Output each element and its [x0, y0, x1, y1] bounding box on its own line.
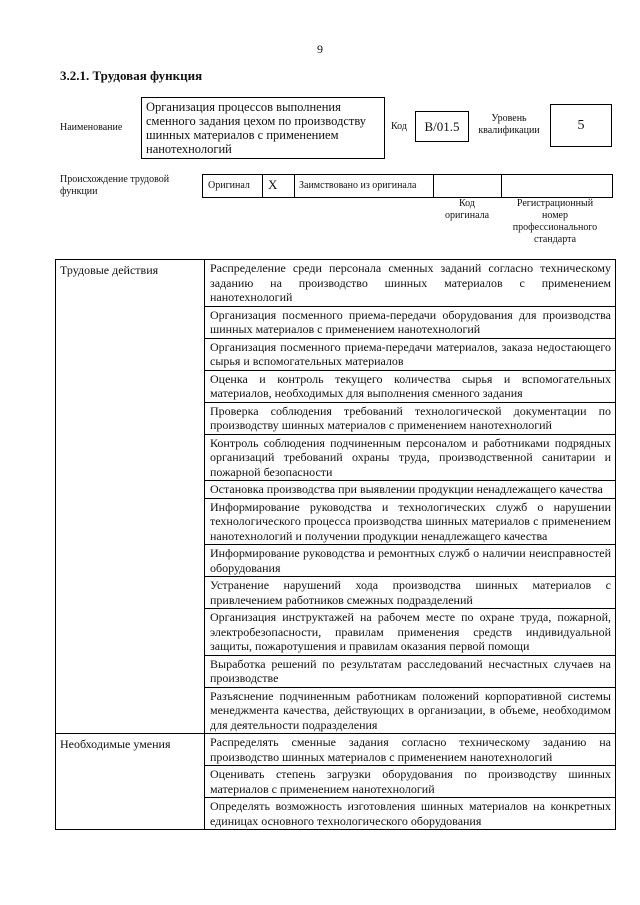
table-cell: Распределять сменные задания согласно техническому заданию на производство шинных материалов с применением нанотехнологий	[205, 734, 616, 766]
level-label: Уровень квалификации	[478, 113, 540, 136]
function-name-box	[141, 97, 385, 159]
origin-divider	[433, 174, 434, 198]
table-row	[56, 260, 616, 307]
section-title: 3.2.1. Трудовая функция	[60, 68, 203, 83]
table-cell: Организация инструктажей на рабочем месте по охране труда, пожарной, электробезопасности, правилам применения средств индивидуальной защиты, пожаротушения и правилам оказания первой помощи	[205, 609, 616, 656]
original-mark: X	[268, 177, 278, 192]
origin-divider	[202, 174, 203, 198]
page-number: 9	[317, 42, 323, 56]
table-cell: Выработка решений по результатам расследований несчастных случаев на производстве	[205, 655, 616, 687]
function-name-value: Организация процессов выполнения сменного задания цехом по производству шинных материалов с применением нанотехнологий	[146, 100, 367, 156]
table-cell: Организация посменного приема-передачи материалов, заказа недостающего сырья и вспомогательных материалов	[205, 338, 616, 370]
code-value: B/01.5	[424, 119, 460, 134]
code-original-caption: Код оригинала	[444, 198, 490, 221]
origin-divider	[262, 174, 263, 198]
table-cell: Проверка соблюдения требований технологической документации по производству шинных материалов с применением нанотехнологий	[205, 402, 616, 434]
origin-divider	[612, 174, 613, 198]
reg-number-caption: Регистрационный номер профессионального стандарта	[512, 198, 598, 245]
table-cell: Устранение нарушений хода производства шинных материалов с привлечением работников смежных подразделений	[205, 577, 616, 609]
table-cell: Контроль соблюдения подчиненным персоналом и работниками подрядных организаций требований охраны труда, производственной санитарии и пожарной безопасности	[205, 434, 616, 481]
table-cell: Оценивать степень загрузки оборудования по производству шинных материалов с применением нанотехнологий	[205, 766, 616, 798]
table-cell: Информирование руководства и технологических служб о нарушении технологического процесса производства шинных материалов с применением нанотехнологий и получении продукции ненадлежащего качества	[205, 498, 616, 545]
borrowed-label: Заимствовано из оригинала	[299, 180, 417, 191]
section-label: Необходимые умения	[56, 734, 205, 830]
code-label: Код	[391, 121, 407, 132]
functions-table	[55, 259, 616, 830]
level-value: 5	[577, 118, 585, 133]
level-box	[550, 104, 612, 147]
original-label: Оригинал	[208, 180, 250, 191]
table-cell: Информирование руководства и ремонтных служб о наличии неисправностей оборудования	[205, 545, 616, 577]
origin-label: Происхождение трудовой функции	[60, 174, 170, 197]
table-cell: Оценка и контроль текущего количества сырья и вспомогательных материалов, необходимых для выполнения сменного задания	[205, 370, 616, 402]
table-row	[56, 734, 616, 766]
code-box	[415, 111, 469, 142]
name-label: Наименование	[60, 122, 123, 133]
table-cell: Определять возможность изготовления шинных материалов на конкретных единицах основного технологического оборудования	[205, 798, 616, 830]
table-cell: Остановка производства при выявлении продукции ненадлежащего качества	[205, 481, 616, 499]
origin-divider	[501, 174, 502, 198]
section-label: Трудовые действия	[56, 260, 205, 734]
origin-divider	[294, 174, 295, 198]
table-cell: Распределение среди персонала сменных заданий согласно техническому заданию на производство шинных материалов с применением нанотехнологий	[205, 260, 616, 307]
table-cell: Организация посменного приема-передачи оборудования для производства шинных материалов с применением нанотехнологий	[205, 306, 616, 338]
table-cell: Разъяснение подчиненным работникам положений корпоративной системы менеджмента качества, действующих в организации, в объеме, необходимом для деятельности подразделения	[205, 687, 616, 734]
